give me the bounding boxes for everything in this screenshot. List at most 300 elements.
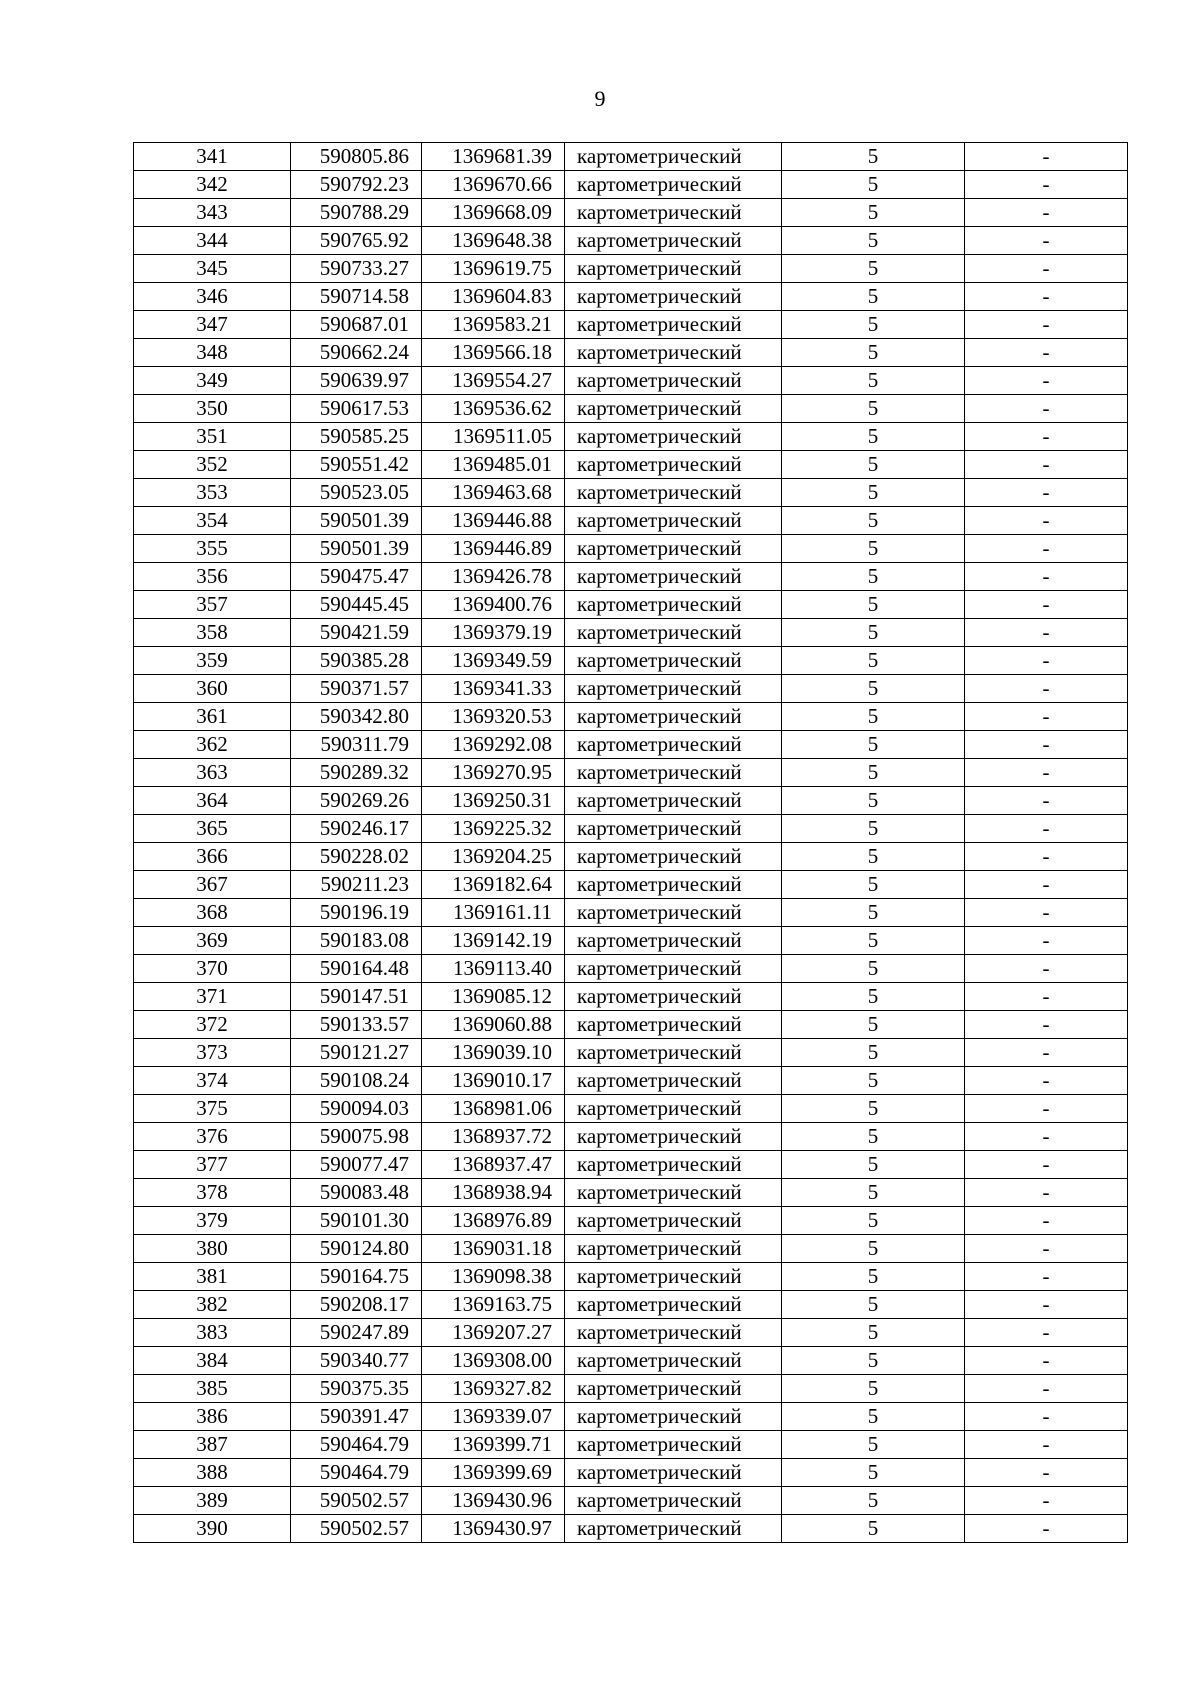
- note-cell: -: [965, 535, 1128, 563]
- x-coordinate-cell: 590075.98: [291, 1123, 422, 1151]
- note-cell: -: [965, 1515, 1128, 1543]
- y-coordinate-cell: 1368937.72: [422, 1123, 565, 1151]
- x-coordinate-cell: 590788.29: [291, 199, 422, 227]
- x-coordinate-cell: 590662.24: [291, 339, 422, 367]
- accuracy-cell: 5: [782, 843, 965, 871]
- accuracy-cell: 5: [782, 507, 965, 535]
- point-number-cell: 355: [134, 535, 291, 563]
- x-coordinate-cell: 590083.48: [291, 1179, 422, 1207]
- coordinates-table-body: [134, 143, 1128, 1543]
- accuracy-cell: 5: [782, 1151, 965, 1179]
- point-number-cell: 372: [134, 1011, 291, 1039]
- point-number-cell: 383: [134, 1319, 291, 1347]
- note-cell: -: [965, 955, 1128, 983]
- y-coordinate-cell: 1369446.88: [422, 507, 565, 535]
- accuracy-cell: 5: [782, 591, 965, 619]
- method-cell: картометрический: [565, 1487, 782, 1515]
- point-number-cell: 365: [134, 815, 291, 843]
- y-coordinate-cell: 1369399.69: [422, 1459, 565, 1487]
- method-cell: картометрический: [565, 843, 782, 871]
- y-coordinate-cell: 1369426.78: [422, 563, 565, 591]
- point-number-cell: 381: [134, 1263, 291, 1291]
- accuracy-cell: 5: [782, 311, 965, 339]
- accuracy-cell: 5: [782, 871, 965, 899]
- table-row: [134, 927, 1128, 955]
- point-number-cell: 375: [134, 1095, 291, 1123]
- x-coordinate-cell: 590639.97: [291, 367, 422, 395]
- point-number-cell: 354: [134, 507, 291, 535]
- method-cell: картометрический: [565, 535, 782, 563]
- y-coordinate-cell: 1369320.53: [422, 703, 565, 731]
- method-cell: картометрический: [565, 703, 782, 731]
- point-number-cell: 379: [134, 1207, 291, 1235]
- method-cell: картометрический: [565, 1095, 782, 1123]
- method-cell: картометрический: [565, 1039, 782, 1067]
- table-row: [134, 1263, 1128, 1291]
- table-row: [134, 1459, 1128, 1487]
- x-coordinate-cell: 590551.42: [291, 451, 422, 479]
- accuracy-cell: 5: [782, 1039, 965, 1067]
- point-number-cell: 344: [134, 227, 291, 255]
- accuracy-cell: 5: [782, 1459, 965, 1487]
- table-row: [134, 339, 1128, 367]
- y-coordinate-cell: 1369270.95: [422, 759, 565, 787]
- note-cell: -: [965, 199, 1128, 227]
- x-coordinate-cell: 590464.79: [291, 1431, 422, 1459]
- y-coordinate-cell: 1369204.25: [422, 843, 565, 871]
- x-coordinate-cell: 590228.02: [291, 843, 422, 871]
- table-row: [134, 1403, 1128, 1431]
- note-cell: -: [965, 1151, 1128, 1179]
- method-cell: картометрический: [565, 1375, 782, 1403]
- y-coordinate-cell: 1369554.27: [422, 367, 565, 395]
- point-number-cell: 357: [134, 591, 291, 619]
- point-number-cell: 368: [134, 899, 291, 927]
- y-coordinate-cell: 1369113.40: [422, 955, 565, 983]
- x-coordinate-cell: 590094.03: [291, 1095, 422, 1123]
- y-coordinate-cell: 1369250.31: [422, 787, 565, 815]
- table-row: [134, 703, 1128, 731]
- y-coordinate-cell: 1369349.59: [422, 647, 565, 675]
- note-cell: -: [965, 899, 1128, 927]
- point-number-cell: 362: [134, 731, 291, 759]
- x-coordinate-cell: 590077.47: [291, 1151, 422, 1179]
- note-cell: -: [965, 815, 1128, 843]
- x-coordinate-cell: 590501.39: [291, 535, 422, 563]
- y-coordinate-cell: 1369399.71: [422, 1431, 565, 1459]
- table-row: [134, 143, 1128, 171]
- point-number-cell: 358: [134, 619, 291, 647]
- y-coordinate-cell: 1369446.89: [422, 535, 565, 563]
- note-cell: -: [965, 927, 1128, 955]
- x-coordinate-cell: 590183.08: [291, 927, 422, 955]
- y-coordinate-cell: 1369648.38: [422, 227, 565, 255]
- x-coordinate-cell: 590523.05: [291, 479, 422, 507]
- table-row: [134, 787, 1128, 815]
- table-row: [134, 955, 1128, 983]
- note-cell: -: [965, 1431, 1128, 1459]
- method-cell: картометрический: [565, 199, 782, 227]
- note-cell: -: [965, 1319, 1128, 1347]
- note-cell: -: [965, 339, 1128, 367]
- note-cell: -: [965, 1207, 1128, 1235]
- point-number-cell: 382: [134, 1291, 291, 1319]
- note-cell: -: [965, 1291, 1128, 1319]
- point-number-cell: 388: [134, 1459, 291, 1487]
- note-cell: -: [965, 395, 1128, 423]
- point-number-cell: 356: [134, 563, 291, 591]
- point-number-cell: 387: [134, 1431, 291, 1459]
- point-number-cell: 346: [134, 283, 291, 311]
- x-coordinate-cell: 590475.47: [291, 563, 422, 591]
- x-coordinate-cell: 590585.25: [291, 423, 422, 451]
- point-number-cell: 378: [134, 1179, 291, 1207]
- note-cell: -: [965, 1403, 1128, 1431]
- note-cell: -: [965, 871, 1128, 899]
- method-cell: картометрический: [565, 563, 782, 591]
- method-cell: картометрический: [565, 1319, 782, 1347]
- note-cell: -: [965, 423, 1128, 451]
- note-cell: -: [965, 1487, 1128, 1515]
- y-coordinate-cell: 1369619.75: [422, 255, 565, 283]
- method-cell: картометрический: [565, 367, 782, 395]
- table-row: [134, 1207, 1128, 1235]
- table-row: [134, 1291, 1128, 1319]
- accuracy-cell: 5: [782, 171, 965, 199]
- y-coordinate-cell: 1369142.19: [422, 927, 565, 955]
- accuracy-cell: 5: [782, 1263, 965, 1291]
- x-coordinate-cell: 590464.79: [291, 1459, 422, 1487]
- x-coordinate-cell: 590371.57: [291, 675, 422, 703]
- method-cell: картометрический: [565, 619, 782, 647]
- point-number-cell: 348: [134, 339, 291, 367]
- point-number-cell: 350: [134, 395, 291, 423]
- method-cell: картометрический: [565, 479, 782, 507]
- note-cell: -: [965, 1263, 1128, 1291]
- table-row: [134, 311, 1128, 339]
- x-coordinate-cell: 590375.35: [291, 1375, 422, 1403]
- point-number-cell: 374: [134, 1067, 291, 1095]
- note-cell: -: [965, 479, 1128, 507]
- accuracy-cell: 5: [782, 815, 965, 843]
- method-cell: картометрический: [565, 647, 782, 675]
- table-row: [134, 199, 1128, 227]
- method-cell: картометрический: [565, 395, 782, 423]
- accuracy-cell: 5: [782, 983, 965, 1011]
- x-coordinate-cell: 590391.47: [291, 1403, 422, 1431]
- y-coordinate-cell: 1369670.66: [422, 171, 565, 199]
- table-row: [134, 619, 1128, 647]
- y-coordinate-cell: 1369060.88: [422, 1011, 565, 1039]
- note-cell: -: [965, 759, 1128, 787]
- accuracy-cell: 5: [782, 759, 965, 787]
- accuracy-cell: 5: [782, 787, 965, 815]
- x-coordinate-cell: 590445.45: [291, 591, 422, 619]
- accuracy-cell: 5: [782, 675, 965, 703]
- y-coordinate-cell: 1369010.17: [422, 1067, 565, 1095]
- table-row: [134, 1067, 1128, 1095]
- note-cell: -: [965, 227, 1128, 255]
- y-coordinate-cell: 1369485.01: [422, 451, 565, 479]
- point-number-cell: 380: [134, 1235, 291, 1263]
- table-row: [134, 843, 1128, 871]
- x-coordinate-cell: 590164.48: [291, 955, 422, 983]
- x-coordinate-cell: 590714.58: [291, 283, 422, 311]
- note-cell: -: [965, 311, 1128, 339]
- method-cell: картометрический: [565, 815, 782, 843]
- y-coordinate-cell: 1368937.47: [422, 1151, 565, 1179]
- note-cell: -: [965, 1179, 1128, 1207]
- y-coordinate-cell: 1369430.96: [422, 1487, 565, 1515]
- method-cell: картометрический: [565, 283, 782, 311]
- point-number-cell: 366: [134, 843, 291, 871]
- y-coordinate-cell: 1369039.10: [422, 1039, 565, 1067]
- note-cell: -: [965, 451, 1128, 479]
- y-coordinate-cell: 1369400.76: [422, 591, 565, 619]
- note-cell: -: [965, 143, 1128, 171]
- table-row: [134, 647, 1128, 675]
- table-row: [134, 759, 1128, 787]
- point-number-cell: 390: [134, 1515, 291, 1543]
- note-cell: -: [965, 1459, 1128, 1487]
- method-cell: картометрический: [565, 1235, 782, 1263]
- method-cell: картометрический: [565, 1067, 782, 1095]
- point-number-cell: 352: [134, 451, 291, 479]
- x-coordinate-cell: 590502.57: [291, 1487, 422, 1515]
- note-cell: -: [965, 1095, 1128, 1123]
- note-cell: -: [965, 1011, 1128, 1039]
- x-coordinate-cell: 590289.32: [291, 759, 422, 787]
- point-number-cell: 384: [134, 1347, 291, 1375]
- method-cell: картометрический: [565, 1431, 782, 1459]
- x-coordinate-cell: 590211.23: [291, 871, 422, 899]
- x-coordinate-cell: 590792.23: [291, 171, 422, 199]
- point-number-cell: 369: [134, 927, 291, 955]
- accuracy-cell: 5: [782, 479, 965, 507]
- method-cell: картометрический: [565, 227, 782, 255]
- accuracy-cell: 5: [782, 227, 965, 255]
- x-coordinate-cell: 590196.19: [291, 899, 422, 927]
- note-cell: -: [965, 731, 1128, 759]
- table-row: [134, 1179, 1128, 1207]
- method-cell: картометрический: [565, 731, 782, 759]
- y-coordinate-cell: 1369031.18: [422, 1235, 565, 1263]
- accuracy-cell: 5: [782, 1347, 965, 1375]
- accuracy-cell: 5: [782, 703, 965, 731]
- x-coordinate-cell: 590246.17: [291, 815, 422, 843]
- x-coordinate-cell: 590269.26: [291, 787, 422, 815]
- table-row: [134, 1151, 1128, 1179]
- y-coordinate-cell: 1369161.11: [422, 899, 565, 927]
- accuracy-cell: 5: [782, 1431, 965, 1459]
- y-coordinate-cell: 1369681.39: [422, 143, 565, 171]
- y-coordinate-cell: 1368981.06: [422, 1095, 565, 1123]
- point-number-cell: 364: [134, 787, 291, 815]
- accuracy-cell: 5: [782, 899, 965, 927]
- x-coordinate-cell: 590342.80: [291, 703, 422, 731]
- point-number-cell: 373: [134, 1039, 291, 1067]
- point-number-cell: 353: [134, 479, 291, 507]
- note-cell: -: [965, 1067, 1128, 1095]
- table-row: [134, 983, 1128, 1011]
- accuracy-cell: 5: [782, 1235, 965, 1263]
- y-coordinate-cell: 1369536.62: [422, 395, 565, 423]
- accuracy-cell: 5: [782, 647, 965, 675]
- note-cell: -: [965, 507, 1128, 535]
- x-coordinate-cell: 590502.57: [291, 1515, 422, 1543]
- note-cell: -: [965, 787, 1128, 815]
- note-cell: -: [965, 563, 1128, 591]
- note-cell: -: [965, 367, 1128, 395]
- method-cell: картометрический: [565, 255, 782, 283]
- x-coordinate-cell: 590164.75: [291, 1263, 422, 1291]
- method-cell: картометрический: [565, 1515, 782, 1543]
- method-cell: картометрический: [565, 311, 782, 339]
- accuracy-cell: 5: [782, 1011, 965, 1039]
- point-number-cell: 361: [134, 703, 291, 731]
- y-coordinate-cell: 1369511.05: [422, 423, 565, 451]
- accuracy-cell: 5: [782, 535, 965, 563]
- accuracy-cell: 5: [782, 1403, 965, 1431]
- point-number-cell: 363: [134, 759, 291, 787]
- accuracy-cell: 5: [782, 143, 965, 171]
- method-cell: картометрический: [565, 787, 782, 815]
- x-coordinate-cell: 590133.57: [291, 1011, 422, 1039]
- table-row: [134, 227, 1128, 255]
- table-row: [134, 255, 1128, 283]
- accuracy-cell: 5: [782, 1487, 965, 1515]
- method-cell: картометрический: [565, 1207, 782, 1235]
- table-row: [134, 1515, 1128, 1543]
- method-cell: картометрический: [565, 871, 782, 899]
- x-coordinate-cell: 590805.86: [291, 143, 422, 171]
- y-coordinate-cell: 1369566.18: [422, 339, 565, 367]
- y-coordinate-cell: 1369225.32: [422, 815, 565, 843]
- table-row: [134, 1235, 1128, 1263]
- point-number-cell: 343: [134, 199, 291, 227]
- table-row: [134, 1011, 1128, 1039]
- method-cell: картометрический: [565, 1151, 782, 1179]
- point-number-cell: 376: [134, 1123, 291, 1151]
- note-cell: -: [965, 675, 1128, 703]
- table-row: [134, 171, 1128, 199]
- table-row: [134, 675, 1128, 703]
- method-cell: картометрический: [565, 675, 782, 703]
- method-cell: картометрический: [565, 143, 782, 171]
- table-row: [134, 815, 1128, 843]
- note-cell: -: [965, 591, 1128, 619]
- x-coordinate-cell: 590108.24: [291, 1067, 422, 1095]
- table-row: [134, 1319, 1128, 1347]
- accuracy-cell: 5: [782, 451, 965, 479]
- method-cell: картометрический: [565, 507, 782, 535]
- point-number-cell: 386: [134, 1403, 291, 1431]
- method-cell: картометрический: [565, 339, 782, 367]
- note-cell: -: [965, 1123, 1128, 1151]
- y-coordinate-cell: 1369207.27: [422, 1319, 565, 1347]
- x-coordinate-cell: 590733.27: [291, 255, 422, 283]
- note-cell: -: [965, 703, 1128, 731]
- note-cell: -: [965, 1039, 1128, 1067]
- table-row: [134, 451, 1128, 479]
- method-cell: картометрический: [565, 451, 782, 479]
- accuracy-cell: 5: [782, 395, 965, 423]
- table-row: [134, 423, 1128, 451]
- y-coordinate-cell: 1369292.08: [422, 731, 565, 759]
- accuracy-cell: 5: [782, 1375, 965, 1403]
- table-row: [134, 1431, 1128, 1459]
- y-coordinate-cell: 1369668.09: [422, 199, 565, 227]
- method-cell: картометрический: [565, 1011, 782, 1039]
- note-cell: -: [965, 1375, 1128, 1403]
- x-coordinate-cell: 590311.79: [291, 731, 422, 759]
- note-cell: -: [965, 619, 1128, 647]
- table-row: [134, 283, 1128, 311]
- point-number-cell: 345: [134, 255, 291, 283]
- x-coordinate-cell: 590247.89: [291, 1319, 422, 1347]
- page-number: 9: [594, 86, 606, 111]
- accuracy-cell: 5: [782, 339, 965, 367]
- accuracy-cell: 5: [782, 927, 965, 955]
- table-row: [134, 899, 1128, 927]
- table-row: [134, 1095, 1128, 1123]
- point-number-cell: 367: [134, 871, 291, 899]
- note-cell: -: [965, 647, 1128, 675]
- y-coordinate-cell: 1369163.75: [422, 1291, 565, 1319]
- table-row: [134, 1039, 1128, 1067]
- accuracy-cell: 5: [782, 1123, 965, 1151]
- note-cell: -: [965, 843, 1128, 871]
- table-row: [134, 563, 1128, 591]
- x-coordinate-cell: 590501.39: [291, 507, 422, 535]
- method-cell: картометрический: [565, 899, 782, 927]
- table-row: [134, 367, 1128, 395]
- method-cell: картометрический: [565, 1291, 782, 1319]
- accuracy-cell: 5: [782, 619, 965, 647]
- table-row: [134, 1347, 1128, 1375]
- point-number-cell: 341: [134, 143, 291, 171]
- method-cell: картометрический: [565, 1123, 782, 1151]
- accuracy-cell: 5: [782, 563, 965, 591]
- point-number-cell: 385: [134, 1375, 291, 1403]
- point-number-cell: 342: [134, 171, 291, 199]
- method-cell: картометрический: [565, 759, 782, 787]
- table-row: [134, 871, 1128, 899]
- accuracy-cell: 5: [782, 255, 965, 283]
- accuracy-cell: 5: [782, 199, 965, 227]
- point-number-cell: 377: [134, 1151, 291, 1179]
- accuracy-cell: 5: [782, 1095, 965, 1123]
- table-row: [134, 731, 1128, 759]
- method-cell: картометрический: [565, 171, 782, 199]
- point-number-cell: 349: [134, 367, 291, 395]
- point-number-cell: 347: [134, 311, 291, 339]
- accuracy-cell: 5: [782, 423, 965, 451]
- accuracy-cell: 5: [782, 367, 965, 395]
- accuracy-cell: 5: [782, 1207, 965, 1235]
- x-coordinate-cell: 590147.51: [291, 983, 422, 1011]
- point-number-cell: 389: [134, 1487, 291, 1515]
- accuracy-cell: 5: [782, 1515, 965, 1543]
- table-row: [134, 1487, 1128, 1515]
- x-coordinate-cell: 590101.30: [291, 1207, 422, 1235]
- y-coordinate-cell: 1369182.64: [422, 871, 565, 899]
- y-coordinate-cell: 1369308.00: [422, 1347, 565, 1375]
- point-number-cell: 370: [134, 955, 291, 983]
- table-row: [134, 535, 1128, 563]
- accuracy-cell: 5: [782, 731, 965, 759]
- y-coordinate-cell: 1369327.82: [422, 1375, 565, 1403]
